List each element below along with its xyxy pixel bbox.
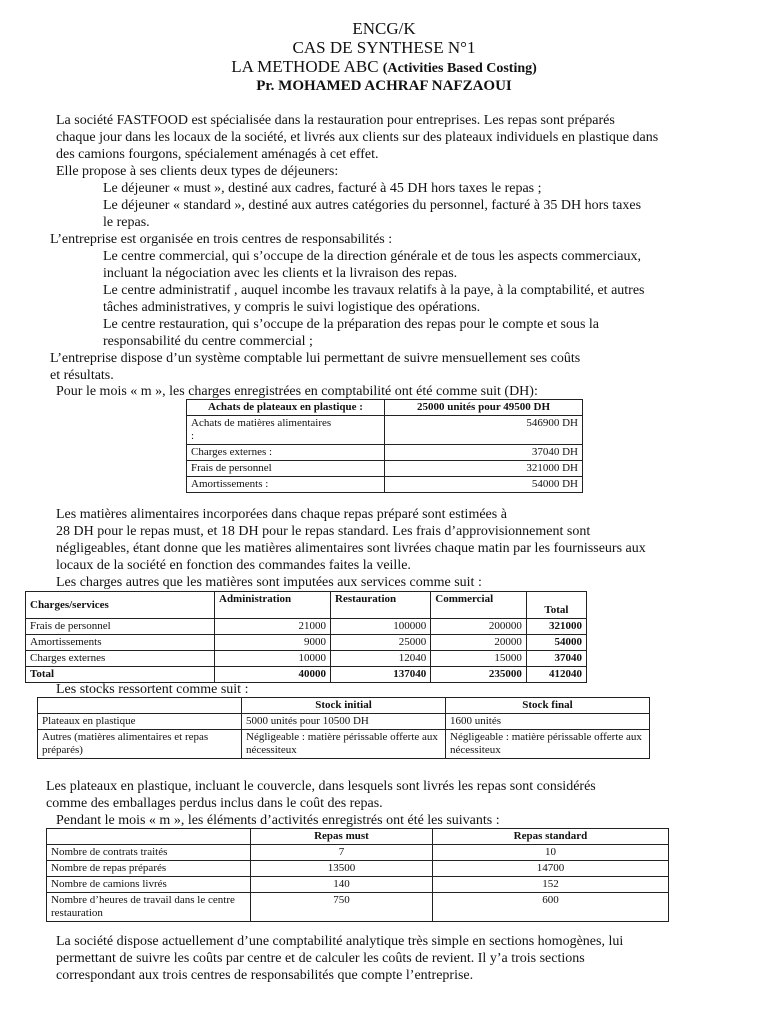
table-row xyxy=(187,461,583,477)
table-cell: 14700 xyxy=(432,861,668,877)
table-cell: 140 xyxy=(251,877,433,893)
table-cell: Achats de matières alimentaires : xyxy=(187,416,385,445)
table-header: Charges/services xyxy=(26,592,215,619)
paragraph-line: correspondant aux trois centres de responsabilités que compte l’entreprise. xyxy=(56,968,474,983)
table-cell: Frais de personnel xyxy=(26,619,215,635)
stocks-table xyxy=(37,697,650,759)
table-cell: 20000 xyxy=(431,635,527,651)
table-row xyxy=(38,698,650,714)
paragraph-line: Pour le mois « m », les charges enregistrées en comptabilité ont été comme suit (DH): xyxy=(56,384,538,399)
table-cell: Nombre de contrats traités xyxy=(47,845,251,861)
services-table xyxy=(25,591,587,683)
table-cell: Nombre de camions livrés xyxy=(47,877,251,893)
table-cell: 10 xyxy=(432,845,668,861)
table-cell: 25000 xyxy=(331,635,431,651)
paragraph-line: 28 DH pour le repas must, et 18 DH pour le repas standard. Les frais d’approvisionnement sont xyxy=(56,524,591,539)
table-cell: Nombre d’heures de travail dans le centre restauration xyxy=(47,893,251,922)
paragraph-line: La société dispose actuellement d’une comptabilité analytique très simple en sections homogènes, lui xyxy=(56,934,624,949)
table-cell: 5000 unités pour 10500 DH xyxy=(242,714,446,730)
table-cell: 40000 xyxy=(215,667,331,683)
table-cell: Amortissements : xyxy=(187,477,385,493)
table-cell: 37040 xyxy=(526,651,586,667)
table-cell: Charges externes : xyxy=(187,445,385,461)
list-item: incluant la négociation avec les clients et la livraison des repas. xyxy=(103,266,458,281)
paragraph-line: comme des emballages perdus inclus dans le coût des repas. xyxy=(46,796,383,811)
table-row xyxy=(47,861,669,877)
table-row xyxy=(26,651,587,667)
method-title: LA METHODE ABC xyxy=(231,57,383,76)
table-cell: 12040 xyxy=(331,651,431,667)
table-cell: 321000 xyxy=(526,619,586,635)
list-item: responsabilité du centre commercial ; xyxy=(103,334,313,349)
header-method xyxy=(0,57,768,78)
paragraph-line: L’entreprise est organisée en trois centres de responsabilités : xyxy=(50,232,393,247)
list-item: Le déjeuner « must », destiné aux cadres, facturé à 45 DH hors taxes le repas ; xyxy=(103,181,542,196)
table-row xyxy=(26,619,587,635)
author: Pr. MOHAMED ACHRAF NAFZAOUI xyxy=(256,78,512,94)
table-cell: 10000 xyxy=(215,651,331,667)
table-cell: 200000 xyxy=(431,619,527,635)
table-header: 25000 unités pour 49500 DH xyxy=(385,400,583,416)
table-header: Total xyxy=(526,592,586,619)
table-header xyxy=(47,829,251,845)
table-cell: Amortissements xyxy=(26,635,215,651)
table-cell: 546900 DH xyxy=(385,416,583,445)
table-cell: 321000 DH xyxy=(385,461,583,477)
table-cell: Négligeable : matière périssable offerte aux nécessiteux xyxy=(446,730,650,759)
table-row xyxy=(26,635,587,651)
table-cell: 54000 xyxy=(526,635,586,651)
table-cell: Autres (matières alimentaires et repas préparés) xyxy=(38,730,242,759)
table-row xyxy=(187,445,583,461)
list-item: Le centre administratif , auquel incombe les travaux relatifs à la paye, à la comptabilité, et autres xyxy=(103,283,645,298)
table-row xyxy=(26,592,587,619)
table-header xyxy=(38,698,242,714)
table-header: Achats de plateaux en plastique : xyxy=(187,400,385,416)
paragraph-line: et résultats. xyxy=(50,368,114,383)
paragraph-line: Les charges autres que les matières sont imputées aux services comme suit : xyxy=(56,575,482,590)
list-item: le repas. xyxy=(103,215,150,230)
table-cell: 9000 xyxy=(215,635,331,651)
table-header: Commercial xyxy=(431,592,527,619)
paragraph-line: Pendant le mois « m », les éléments d’activités enregistrés ont été les suivants : xyxy=(56,813,500,828)
table-row xyxy=(47,845,669,861)
paragraph-line: chaque jour dans les locaux de la société, et livrés aux clients sur des plateaux individuels en plastique dans xyxy=(56,130,659,145)
table-header: Repas standard xyxy=(432,829,668,845)
table-cell: 600 xyxy=(432,893,668,922)
paragraph-line: Les plateaux en plastique, incluant le couvercle, dans lesquels sont livrés les repas sont considérés xyxy=(46,779,596,794)
paragraph-line: locaux de la société en fonction des commandes faites la veille. xyxy=(56,558,411,573)
list-item: Le centre restauration, qui s’occupe de la préparation des repas pour le compte et sous la xyxy=(103,317,600,332)
table-row xyxy=(38,730,650,759)
table-cell: 152 xyxy=(432,877,668,893)
table-cell: 54000 DH xyxy=(385,477,583,493)
table-header: Stock final xyxy=(446,698,650,714)
table-cell: 137040 xyxy=(331,667,431,683)
table-cell: Négligeable : matière périssable offerte aux nécessiteux xyxy=(242,730,446,759)
table-cell: Frais de personnel xyxy=(187,461,385,477)
table-cell: 15000 xyxy=(431,651,527,667)
paragraph-line: des camions fourgons, spécialement aménagés à cet effet. xyxy=(56,147,379,162)
table-cell: 7 xyxy=(251,845,433,861)
paragraph-line: Les matières alimentaires incorporées dans chaque repas préparé sont estimées à xyxy=(56,507,507,522)
table-cell: 235000 xyxy=(431,667,527,683)
table-cell: 1600 unités xyxy=(446,714,650,730)
table-cell: 750 xyxy=(251,893,433,922)
method-subtitle: (Activities Based Costing) xyxy=(382,61,537,76)
activities-table xyxy=(46,828,669,922)
table-cell: 100000 xyxy=(331,619,431,635)
table-cell: Charges externes xyxy=(26,651,215,667)
header-case-title: CAS DE SYNTHESE N°1 xyxy=(292,38,476,57)
table-cell: 21000 xyxy=(215,619,331,635)
table-header: Stock initial xyxy=(242,698,446,714)
table-cell: Total xyxy=(26,667,215,683)
table-row xyxy=(187,416,583,445)
table-header: Restauration xyxy=(331,592,431,619)
paragraph-line: Les stocks ressortent comme suit : xyxy=(56,682,249,697)
list-item: tâches administratives, y compris le suivi logistique des opérations. xyxy=(103,300,481,315)
table-row xyxy=(187,477,583,493)
paragraph-line: La société FASTFOOD est spécialisée dans la restauration pour entreprises. Les repas sont préparés xyxy=(56,113,615,128)
table-header: Administration xyxy=(215,592,331,619)
table-row xyxy=(47,893,669,922)
table-cell: 13500 xyxy=(251,861,433,877)
table-cell: 37040 DH xyxy=(385,445,583,461)
table-row xyxy=(47,877,669,893)
table-cell: 412040 xyxy=(526,667,586,683)
header-school: ENCG/K xyxy=(352,19,416,38)
table-row xyxy=(47,829,669,845)
table-row xyxy=(38,714,650,730)
paragraph-line: Elle propose à ses clients deux types de déjeuners: xyxy=(56,164,339,179)
charges-table xyxy=(186,399,583,493)
table-cell: Nombre de repas préparés xyxy=(47,861,251,877)
paragraph-line: négligeables, étant donne que les matières alimentaires sont livrées chaque matin par les fournisseurs aux xyxy=(56,541,646,556)
table-header: Repas must xyxy=(251,829,433,845)
list-item: Le déjeuner « standard », destiné aux autres catégories du personnel, facturé à 35 DH hors taxes xyxy=(103,198,642,213)
table-cell: Plateaux en plastique xyxy=(38,714,242,730)
table-row xyxy=(187,400,583,416)
paragraph-line: L’entreprise dispose d’un système comptable lui permettant de suivre mensuellement ses coûts xyxy=(50,351,581,366)
list-item: Le centre commercial, qui s’occupe de la direction générale et de tous les aspects commerciaux, xyxy=(103,249,641,264)
paragraph-line: permettant de suivre les coûts par centre et de calculer les coûts de revient. Il y’a trois sections xyxy=(56,951,585,966)
